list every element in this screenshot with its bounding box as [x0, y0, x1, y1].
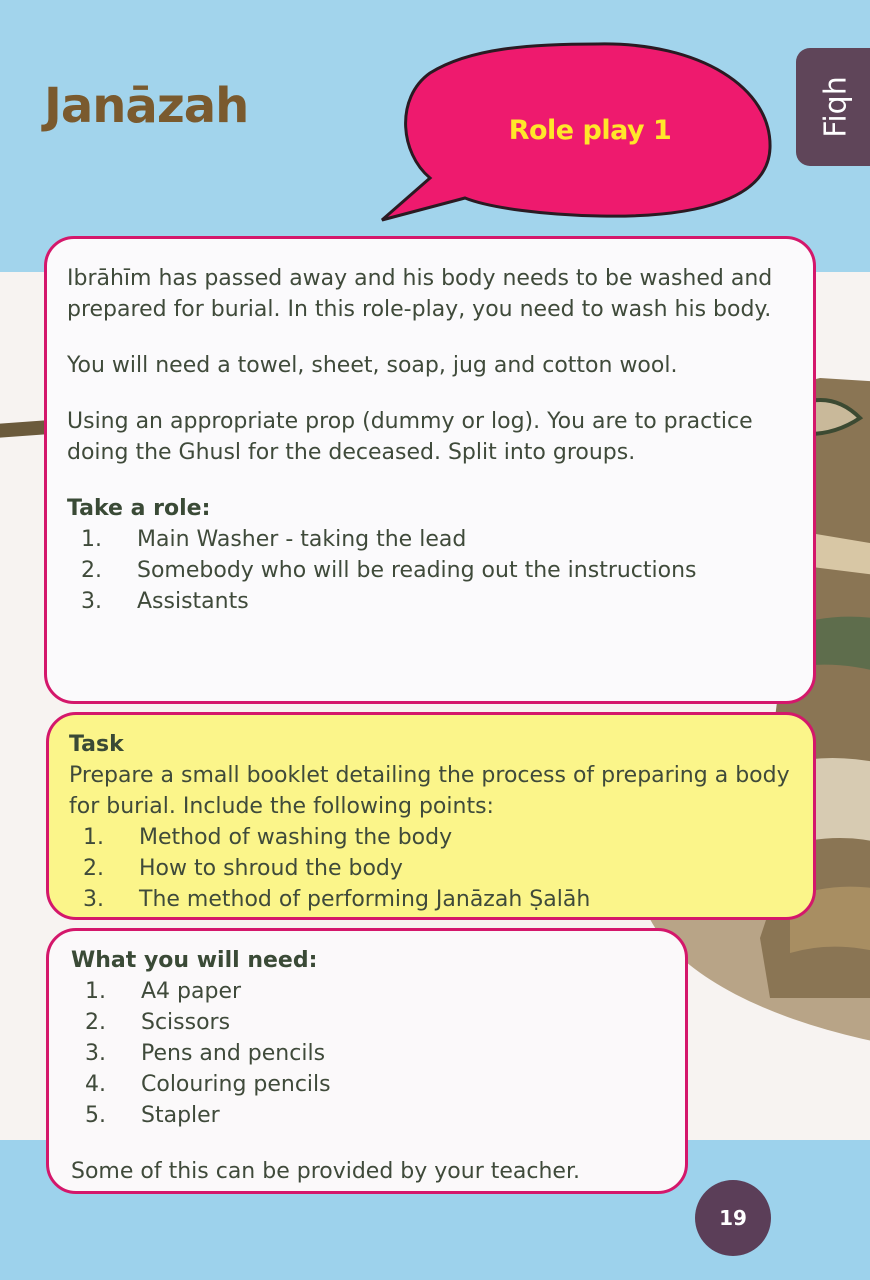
- intro-paragraph: Using an appropriate prop (dummy or log). You are to practice doing the Ghusl for the deceased. Split into groups.: [67, 409, 753, 465]
- task-heading: Task: [69, 732, 124, 757]
- section-tab-label: Fiqh: [818, 76, 854, 138]
- page-number-badge: 19: [695, 1180, 771, 1256]
- role-play-label: Role play 1: [508, 115, 672, 146]
- materials-footnote: Some of this can be provided by your teacher.: [71, 1159, 580, 1184]
- list-item: 4. Colouring pencils: [85, 1072, 331, 1097]
- list-item: 2. Somebody who will be reading out the instructions: [81, 558, 697, 583]
- list-item: 3. The method of performing Janāzah Ṣalāh: [83, 887, 591, 912]
- task-text: Prepare a small booklet detailing the process of preparing a body for burial. Include the following points:: [69, 763, 790, 819]
- list-item: 5. Stapler: [85, 1103, 220, 1128]
- roles-list: [67, 524, 795, 617]
- task-points-list: [69, 822, 803, 915]
- list-item: 2. Scissors: [85, 1010, 231, 1035]
- task-card: [46, 712, 816, 920]
- materials-list: [71, 976, 675, 1131]
- intro-paragraph: You will need a towel, sheet, soap, jug and cotton wool.: [67, 353, 678, 378]
- materials-heading: What you will need:: [71, 948, 318, 973]
- list-item: 1. Method of washing the body: [83, 825, 453, 850]
- list-item: 3. Pens and pencils: [85, 1041, 326, 1066]
- list-item: 3. Assistants: [81, 589, 249, 614]
- list-item: 2. How to shroud the body: [83, 856, 403, 881]
- list-item: 1. Main Washer - taking the lead: [81, 527, 467, 552]
- page-title: Janāzah: [44, 78, 249, 134]
- intro-card: [44, 236, 816, 704]
- roles-heading: Take a role:: [67, 496, 211, 521]
- intro-paragraph: Ibrāhīm has passed away and his body needs to be washed and prepared for burial. In this role-play, you need to wash his body.: [67, 266, 773, 322]
- materials-card: [46, 928, 688, 1194]
- list-item: 1. A4 paper: [85, 979, 242, 1004]
- section-tab-fiqh: [796, 48, 870, 166]
